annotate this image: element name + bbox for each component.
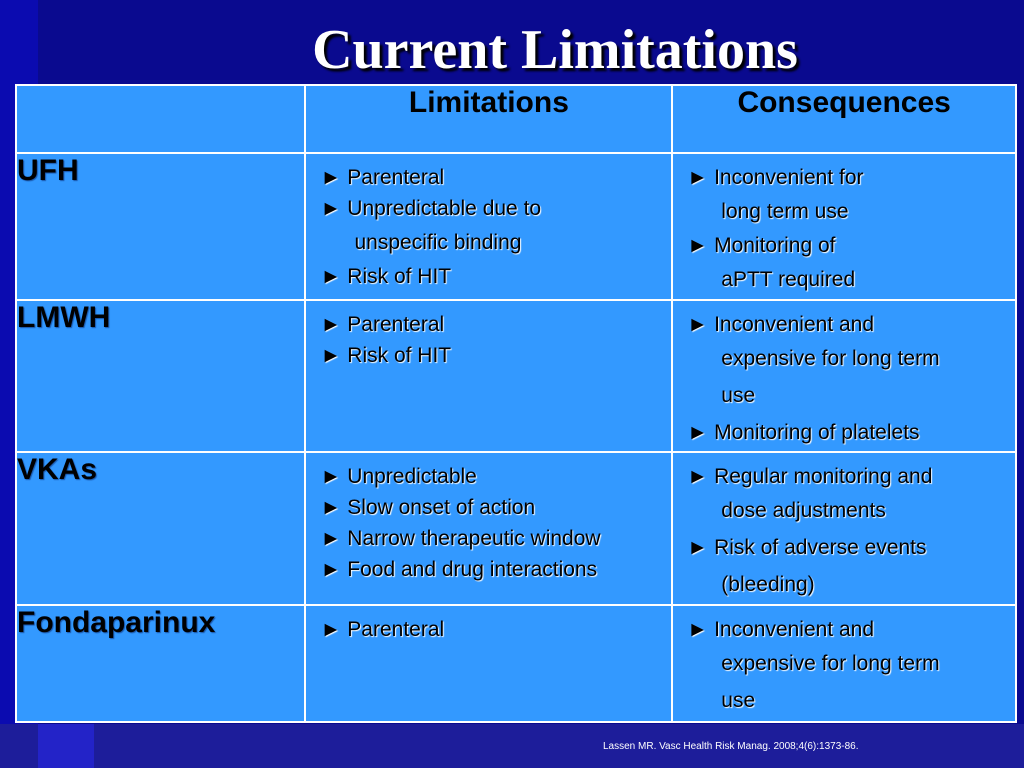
list-item-continuation: expensive for long term <box>721 652 940 675</box>
bottom-decorative-square <box>38 724 94 768</box>
bullet-arrow-icon: ► <box>687 421 709 444</box>
list-item: ► Unpredictable due to <box>320 193 671 224</box>
drug-label-vkas: VKAs <box>16 452 305 605</box>
bullet-arrow-icon: ► <box>320 558 342 581</box>
drug-label-fondaparinux: Fondaparinux <box>16 605 305 722</box>
drug-label-ufh: UFH <box>16 153 305 300</box>
list-item: ► Food and drug interactions <box>320 554 671 585</box>
list-item: ► Narrow therapeutic window <box>320 523 671 554</box>
header-empty-cell <box>16 85 305 153</box>
list-item: ► Slow onset of action <box>320 492 671 523</box>
list-item: ► Parenteral <box>320 614 671 645</box>
header-limitations: Limitations <box>305 85 672 153</box>
consequences-cell-vkas <box>672 452 1016 605</box>
bullet-arrow-icon: ► <box>320 527 342 550</box>
bullet-arrow-icon: ► <box>320 197 342 220</box>
list-item: ► Risk of HIT <box>320 340 671 371</box>
bullet-arrow-icon: ► <box>687 166 709 189</box>
bullet-arrow-icon: ► <box>687 234 709 257</box>
bullet-arrow-icon: ► <box>320 265 342 288</box>
slide-title: Current Limitations <box>312 19 798 81</box>
bottom-decorative-band <box>0 724 1024 768</box>
list-item: ► Unpredictable <box>320 461 671 492</box>
list-item: ► Regular monitoring and <box>687 461 1015 492</box>
limitations-table <box>15 84 1017 723</box>
list-item-continuation: use <box>721 689 756 712</box>
bullet-arrow-icon: ► <box>320 618 342 641</box>
bullet-arrow-icon: ► <box>687 536 709 559</box>
list-item-continuation: long term use <box>721 200 849 223</box>
list-item-continuation: expensive for long term <box>721 347 940 370</box>
bullet-arrow-icon: ► <box>687 618 709 641</box>
list-item: ► Parenteral <box>320 309 671 340</box>
table-header-row <box>16 85 1016 153</box>
list-item: ► Inconvenient and <box>687 614 1015 645</box>
list-item: ► Monitoring of <box>687 230 1015 261</box>
list-item: ► Monitoring of platelets <box>687 414 1015 451</box>
table-row-vkas <box>16 452 1016 605</box>
bullet-arrow-icon: ► <box>320 496 342 519</box>
list-item: ► Inconvenient for <box>687 162 1015 193</box>
limitations-cell-fondaparinux <box>305 605 672 722</box>
bullet-arrow-icon: ► <box>320 344 342 367</box>
drug-label-lmwh: LMWH <box>16 300 305 452</box>
limitations-cell-ufh <box>305 153 672 300</box>
list-item-continuation: aPTT required <box>721 268 856 291</box>
limitations-cell-lmwh <box>305 300 672 452</box>
citation-footnote: Lassen MR. Vasc Health Risk Manag. 2008;4(6):1373-86. <box>603 741 859 752</box>
table-row-ufh <box>16 153 1016 300</box>
limitations-cell-vkas <box>305 452 672 605</box>
list-item-continuation: (bleeding) <box>721 573 815 596</box>
list-item: ► Risk of adverse events <box>687 529 1015 566</box>
list-item-continuation: unspecific binding <box>354 231 522 254</box>
bullet-arrow-icon: ► <box>320 465 342 488</box>
list-item: ► Inconvenient and <box>687 309 1015 340</box>
consequences-cell-lmwh <box>672 300 1016 452</box>
bullet-arrow-icon: ► <box>687 313 709 336</box>
list-item: ► Risk of HIT <box>320 261 671 292</box>
table-row-fondaparinux <box>16 605 1016 722</box>
consequences-cell-ufh <box>672 153 1016 300</box>
table-row-lmwh <box>16 300 1016 452</box>
bullet-arrow-icon: ► <box>687 465 709 488</box>
list-item-continuation: use <box>721 384 756 407</box>
bullet-arrow-icon: ► <box>320 313 342 336</box>
header-consequences: Consequences <box>672 85 1016 153</box>
list-item-continuation: dose adjustments <box>721 499 886 522</box>
bullet-arrow-icon: ► <box>320 166 342 189</box>
consequences-cell-fondaparinux <box>672 605 1016 722</box>
list-item: ► Parenteral <box>320 162 671 193</box>
